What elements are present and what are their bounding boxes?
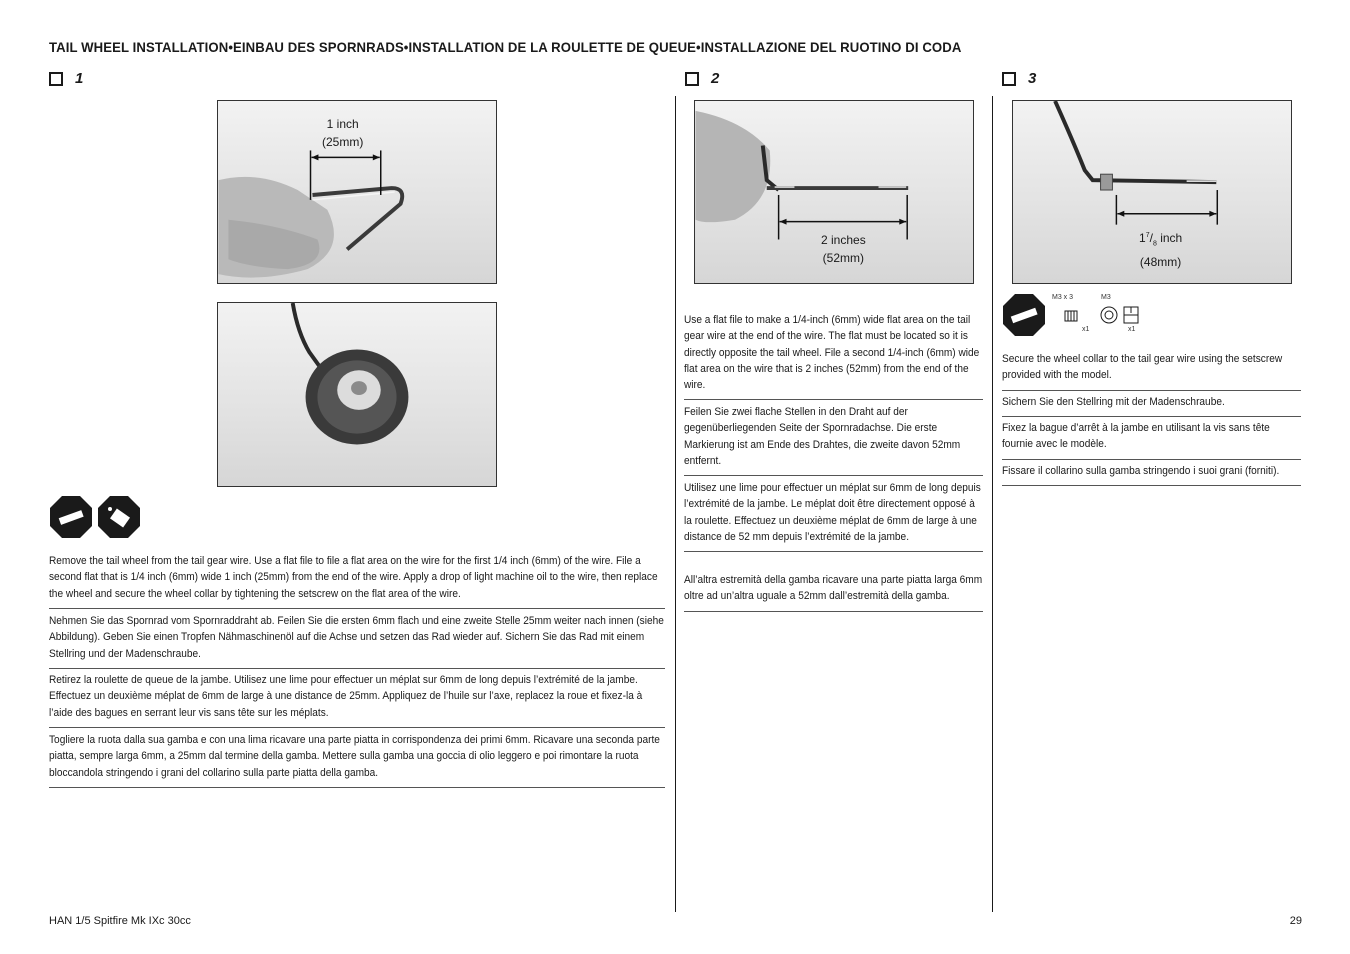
file-tool-icon bbox=[50, 496, 92, 538]
measure-label-fraction: $1^7/_8$ inch bbox=[1139, 231, 1183, 248]
step-1-photo-wheel bbox=[217, 302, 497, 487]
measure-label-1 bbox=[322, 115, 363, 151]
step-2-text-fr: Utilisez une lime pour effectuer un méplat sur 6mm de long depuis l’extrémité de la jambe. Le méplat doit être directement opposé à la roulette. Effectuez un deuxième méplat de 6mm de large à une distance de 52 mm depuis l’extrémité de la jambe. bbox=[684, 480, 983, 552]
page-number: 29 bbox=[1289, 915, 1302, 927]
step-1-text-de: Nehmen Sie das Spornrad vom Spornraddraht ab. Feilen Sie die ersten 6mm flach und eine zweite Stelle 25mm weiter nach innen (siehe Abbildung). Geben Sie einen Tropfen Nähmaschinenöl auf die Achse und setzen das Rad wieder auf. Sichern Sie das Rad mit einem Stellring und der Madenschraube. bbox=[49, 613, 665, 669]
step-3-photo-collar bbox=[1012, 100, 1292, 284]
step-2-text-en: Use a flat file to make a 1/4-inch (6mm) wide flat area on the tail gear wire at the end of the wire. The flat must be located so it is directly opposite the tail wheel. File a second 1/4-inch (6mm) wide flat area on the wire that is 2 inches (52mm) from the end of the wire. bbox=[684, 312, 983, 400]
step-1-text-it: Togliere la ruota dalla sua gamba e con una lima ricavare una parte piatta in corrispondenza dei primi 6mm. Ricavare una seconda parte piatta, sempre larga 6mm, a 25mm dal termine della gamba. Mettere sulla gamba una goccia di olio leggero e poi rimontare la ruota bloccandola stringendo i grani del collarino sulla parte piatta della gamba. bbox=[49, 732, 665, 788]
oil-bottle-icon bbox=[98, 496, 140, 538]
step-3-text-fr: Fixez la bague d’arrêt à la jambe en utilisant la vis sans tête fournie avec le modèle. bbox=[1002, 420, 1301, 460]
measure-label-mm: (48mm) bbox=[1139, 255, 1182, 270]
step-2-number: 2 bbox=[711, 70, 720, 87]
step-2-text-it: All’altra estremità della gamba ricavare una parte piatta larga 6mm oltre ad un’altra uguale a 52mm dall’estremità della gamba. bbox=[684, 572, 983, 612]
step-1-checkbox[interactable] bbox=[49, 72, 63, 86]
step-3-text-it: Fissare il collarino sulla gamba stringendo i suoi grani (forniti). bbox=[1002, 463, 1301, 486]
measure-label-3 bbox=[1139, 227, 1182, 271]
step-2-text-de: Feilen Sie zwei flache Stellen in den Draht auf der gegenüberliegenden Seite der Spornradachse. Die erste Markierung ist am Ende des Drahtes, die zweite davon 52mm entfernt. bbox=[684, 404, 983, 476]
step-1-header bbox=[49, 70, 83, 87]
screw-qty: x1 bbox=[1082, 326, 1090, 333]
column-divider bbox=[992, 96, 993, 912]
measure-label-inches: 2 inches bbox=[821, 233, 866, 247]
step-1-text-en: Remove the tail wheel from the tail gear wire. Use a flat file to file a flat area on the wire for the first 1/4 inch (6mm) of the wire. File a second flat that is 1/4 inch (6mm) wide 1 inch (25mm) from the end of the wire. Apply a drop of light machine oil to the wire, then replace the wheel and secure the wheel collar by tightening the setscrew on the flat area of the wire. bbox=[49, 553, 665, 609]
step-1-photo-wire-measure bbox=[217, 100, 497, 284]
collar-qty: x1 bbox=[1128, 326, 1136, 333]
measure-label-mm: (25mm) bbox=[322, 135, 364, 149]
hex-wrench-icon bbox=[1003, 294, 1045, 336]
step-3-header bbox=[1002, 70, 1036, 87]
tail-wheel-illustration bbox=[218, 303, 496, 486]
step-1-number: 1 bbox=[75, 70, 84, 87]
measure-label-mm: (52mm) bbox=[822, 251, 865, 265]
footer-manual-title: HAN 1/5 Spitfire Mk IXc 30cc bbox=[49, 915, 191, 927]
step-1-text-fr: Retirez la roulette de queue de la jambe. Utilisez une lime pour effectuer un méplat sur 6mm de long depuis l’extrémité de la jambe. Effectuez un deuxième méplat de 6mm de large à une distance de 25mm. Appliquez de l’huile sur l’axe, replacez la roue et fixez-la à l’aide des bagues en serrant leur vis sans tête sur les méplats. bbox=[49, 672, 665, 728]
step-3-text-de: Sichern Sie den Stellring mit der Madenschraube. bbox=[1002, 394, 1301, 417]
screw-label: M3 x 3 bbox=[1052, 294, 1074, 301]
collar-label: M3 bbox=[1101, 294, 1111, 301]
step-3-text-en: Secure the wheel collar to the tail gear wire using the setscrew provided with the model. bbox=[1002, 351, 1301, 391]
step-3-checkbox[interactable] bbox=[1002, 72, 1016, 86]
setscrew-icon bbox=[1064, 310, 1078, 322]
step-3-number: 3 bbox=[1028, 70, 1037, 87]
step-2-header bbox=[685, 70, 719, 87]
step-2-photo-wire-measure bbox=[694, 100, 974, 284]
page-title: TAIL WHEEL INSTALLATION•EINBAU DES SPORNRADS•INSTALLATION DE LA ROULETTE DE QUEUE•INSTALLAZIONE DEL RUOTINO DI CODA bbox=[49, 39, 962, 55]
column-divider bbox=[675, 96, 676, 912]
measure-label-2 bbox=[821, 231, 866, 267]
measure-label-inch: 1 inch bbox=[326, 117, 359, 131]
step-2-checkbox[interactable] bbox=[685, 72, 699, 86]
wheel-collar-icon bbox=[1100, 305, 1140, 325]
